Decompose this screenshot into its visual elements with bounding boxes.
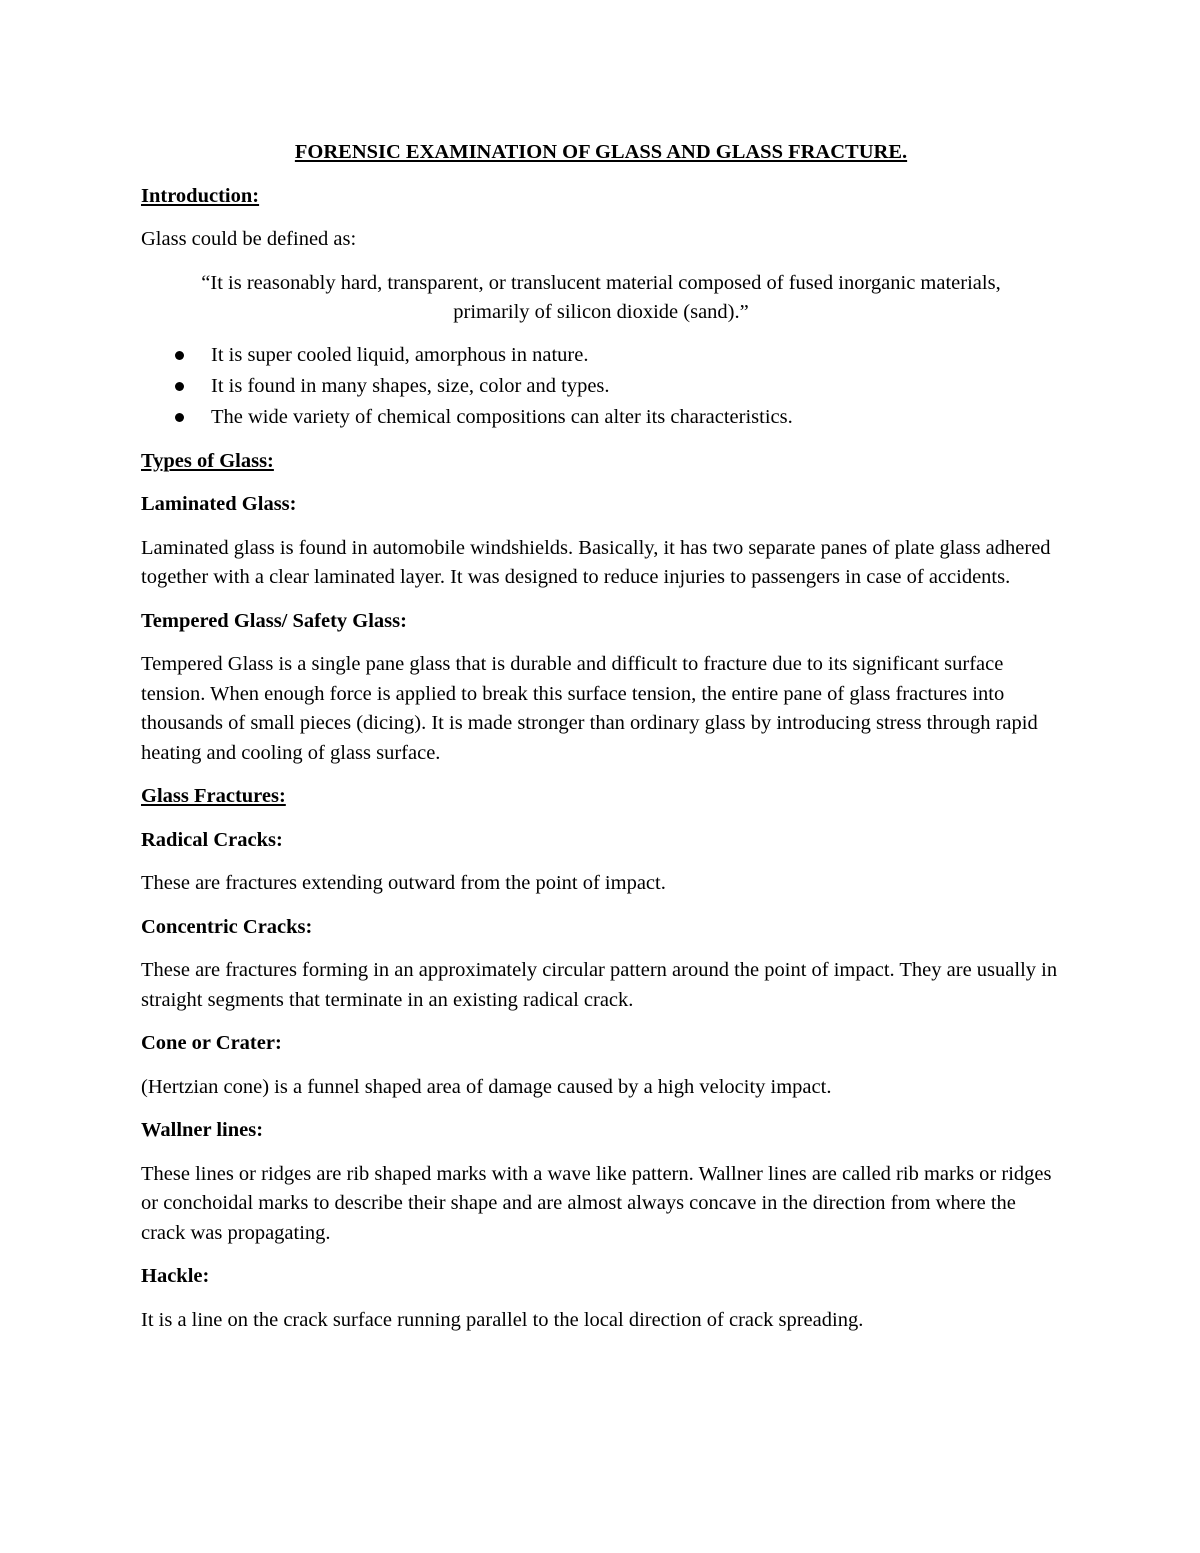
cone-or-crater-heading: Cone or Crater: [141, 1032, 282, 1054]
list-item-text: It is found in many shapes, size, color and types. [211, 374, 610, 397]
hackle-text: It is a line on the crack surface running parallel to the local direction of crack spreading. [141, 1308, 864, 1331]
document-page [141, 138, 1061, 1349]
wallner-lines-heading: Wallner lines: [141, 1119, 264, 1141]
list-item [141, 371, 1061, 402]
tempered-glass-text: Tempered Glass is a single pane glass that is durable and difficult to fracture due to its significant surface tension. When enough force is applied to break this surface tension, the entire pane of glass fractures into thousands of small pieces (dicing). It is made stronger than ordinary glass by introducing stress through rapid heating and cooling of glass surface. [141, 653, 1038, 764]
types-of-glass-heading: Types of Glass: [141, 449, 274, 472]
introduction-heading: Introduction: [141, 184, 260, 207]
laminated-glass-text: Laminated glass is found in automobile windshields. Basically, it has two separate panes of plate glass adhered together with a clear laminated layer. It was designed to reduce injuries to passengers in case of accidents. [141, 536, 1051, 588]
list-item [141, 402, 1061, 433]
glass-definition-quote: “It is reasonably hard, transparent, or translucent material composed of fused inorganic materials, primarily of silicon dioxide (sand).” [201, 271, 1001, 323]
concentric-cracks-text: These are fractures forming in an approximately circular pattern around the point of impact. They are usually in straight segments that terminate in an existing radical crack. [141, 959, 1058, 1011]
bullet-icon [175, 382, 184, 391]
introduction-lead: Glass could be defined as: [141, 228, 357, 250]
radical-cracks-heading: Radical Cracks: [141, 828, 283, 851]
concentric-cracks-heading: Concentric Cracks: [141, 915, 313, 938]
wallner-lines-text: These lines or ridges are rib shaped marks with a wave like pattern. Wallner lines are called rib marks or ridges or conchoidal marks to describe their shape and are almost always concave in the direction from where the crack was propagating. [141, 1162, 1052, 1244]
laminated-glass-heading: Laminated Glass: [141, 493, 297, 515]
document-title: FORENSIC EXAMINATION OF GLASS AND GLASS FRACTURE. [294, 141, 908, 163]
glass-fractures-heading: Glass Fractures: [141, 785, 286, 807]
list-item [141, 340, 1061, 371]
bullet-icon [175, 413, 184, 422]
list-item-text: It is super cooled liquid, amorphous in nature. [211, 343, 589, 366]
glass-properties-list [141, 340, 1061, 433]
bullet-icon [175, 351, 184, 360]
tempered-glass-heading: Tempered Glass/ Safety Glass: [141, 609, 407, 632]
radical-cracks-text: These are fractures extending outward from the point of impact. [141, 872, 666, 894]
list-item-text: The wide variety of chemical compositions can alter its characteristics. [211, 405, 793, 428]
hackle-heading: Hackle: [141, 1265, 210, 1287]
cone-or-crater-text: (Hertzian cone) is a funnel shaped area of damage caused by a high velocity impact. [141, 1075, 832, 1098]
